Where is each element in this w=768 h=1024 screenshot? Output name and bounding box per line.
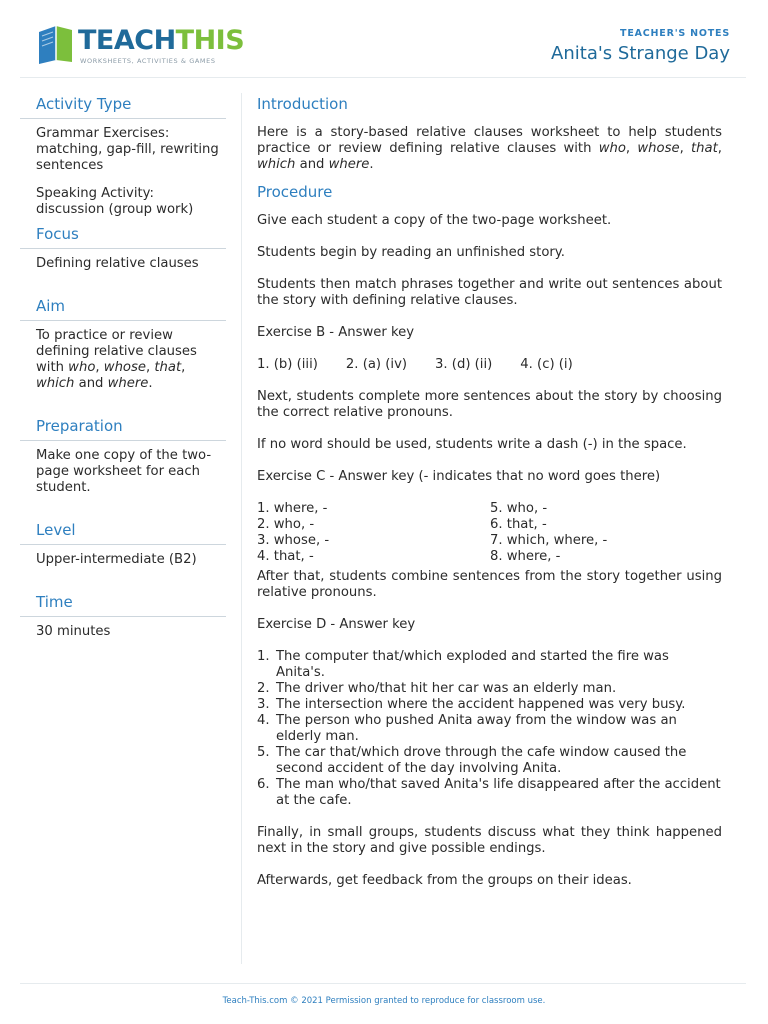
section-heading: Focus: [20, 223, 226, 249]
teachers-notes-label: TEACHER'S NOTES: [620, 28, 730, 39]
list-item: 5. The car that/which drove through the cafe window caused the second accident of the day involving Anita.: [257, 745, 687, 776]
activity-type-item: Speaking Activity: discussion (group work): [36, 186, 194, 217]
list-item: 1. The computer that/which exploded and started the fire was Anita's.: [257, 649, 669, 680]
aim-section: [20, 295, 226, 415]
exercise-d-heading: Exercise D - Answer key: [257, 617, 416, 632]
exercise-c-heading: Exercise C - Answer key (- indicates that no word goes there): [257, 469, 661, 484]
answer-column-left: [257, 501, 490, 565]
page-title: Anita's Strange Day: [551, 43, 730, 64]
footer-copyright[interactable]: Teach-This.com © 2021 Permission granted to reproduce for classroom use.: [222, 996, 546, 1006]
procedure-paragraph: Students then match phrases together and write out sentences about the story with defining relative clauses.: [257, 277, 722, 308]
answer-item: 4. that, -: [257, 549, 314, 564]
procedure-paragraph: Students begin by reading an unfinished story.: [257, 245, 565, 260]
procedure-paragraph: Afterwards, get feedback from the groups on their ideas.: [257, 873, 632, 888]
focus-text: Defining relative clauses: [36, 256, 199, 271]
exercise-b-heading: Exercise B - Answer key: [257, 325, 415, 340]
procedure-paragraph: Next, students complete more sentences about the story by choosing the correct relative pronouns.: [257, 389, 722, 420]
exercise-d-answers: [257, 649, 722, 809]
answer-item: 6. that, -: [490, 517, 547, 532]
section-heading: Preparation: [20, 415, 226, 441]
time-section: [20, 591, 226, 651]
answer-item: 7. which, where, -: [490, 533, 608, 548]
preparation-text: Make one copy of the two-page worksheet for each student.: [36, 448, 212, 495]
introduction-text: Here is a story-based relative clauses worksheet to help students practice or review defining relative clauses with who, whose, that, which and where.: [257, 125, 722, 172]
sidebar: [20, 93, 226, 651]
answer-column-right: [490, 501, 722, 565]
procedure-heading: Procedure: [257, 183, 333, 201]
answer-item: 1. where, -: [257, 501, 328, 516]
activity-type-section: [20, 93, 226, 223]
list-item: 4. The person who pushed Anita away from the window was an elderly man.: [257, 713, 677, 744]
answer-item: 2. (a) (iv): [345, 357, 408, 372]
footer-divider: [20, 983, 746, 984]
answer-item: 3. (d) (ii): [435, 357, 493, 372]
introduction-heading: Introduction: [257, 95, 348, 113]
teach-this-logo[interactable]: [36, 22, 245, 70]
activity-type-item: Grammar Exercises: matching, gap-fill, rewriting sentences: [36, 126, 219, 173]
main-content: [257, 93, 722, 905]
section-heading: Time: [20, 591, 226, 617]
list-item: 2. The driver who/that hit her car was an elderly man.: [257, 681, 617, 696]
section-heading: Level: [20, 519, 226, 545]
logo-wordmark: TEACHTHIS: [78, 25, 245, 56]
procedure-paragraph: After that, students combine sentences from the story together using relative pronouns.: [257, 569, 722, 600]
page-header: [0, 0, 768, 80]
level-section: [20, 519, 226, 591]
column-divider: [241, 93, 242, 964]
exercise-b-answers: [257, 357, 722, 373]
answer-item: 1. (b) (iii): [257, 357, 318, 372]
list-item: 6. The man who/that saved Anita's life disappeared after the accident at the cafe.: [257, 777, 721, 808]
focus-section: [20, 223, 226, 295]
procedure-paragraph: Finally, in small groups, students discuss what they think happened next in the story and give possible endings.: [257, 825, 722, 856]
time-text: 30 minutes: [36, 624, 111, 639]
book-logo-icon: [36, 22, 76, 66]
procedure-paragraph: If no word should be used, students write a dash (-) in the space.: [257, 437, 687, 452]
header-divider: [20, 77, 746, 78]
procedure-paragraph: Give each student a copy of the two-page worksheet.: [257, 213, 612, 228]
logo-tagline: WORKSHEETS, ACTIVITIES & GAMES: [80, 57, 216, 65]
section-heading: Aim: [20, 295, 226, 321]
answer-item: 4. (c) (i): [520, 357, 573, 372]
answer-item: 3. whose, -: [257, 533, 330, 548]
answer-item: 2. who, -: [257, 517, 315, 532]
list-item: 3. The intersection where the accident happened was very busy.: [257, 697, 686, 712]
level-text: Upper-intermediate (B2): [36, 552, 197, 567]
answer-item: 8. where, -: [490, 549, 561, 564]
answer-item: 5. who, -: [490, 501, 548, 516]
exercise-c-answers: [257, 501, 722, 565]
preparation-section: [20, 415, 226, 519]
aim-text: To practice or review defining relative clauses with who, whose, that, which and where.: [36, 328, 197, 391]
section-heading: Activity Type: [20, 93, 226, 119]
